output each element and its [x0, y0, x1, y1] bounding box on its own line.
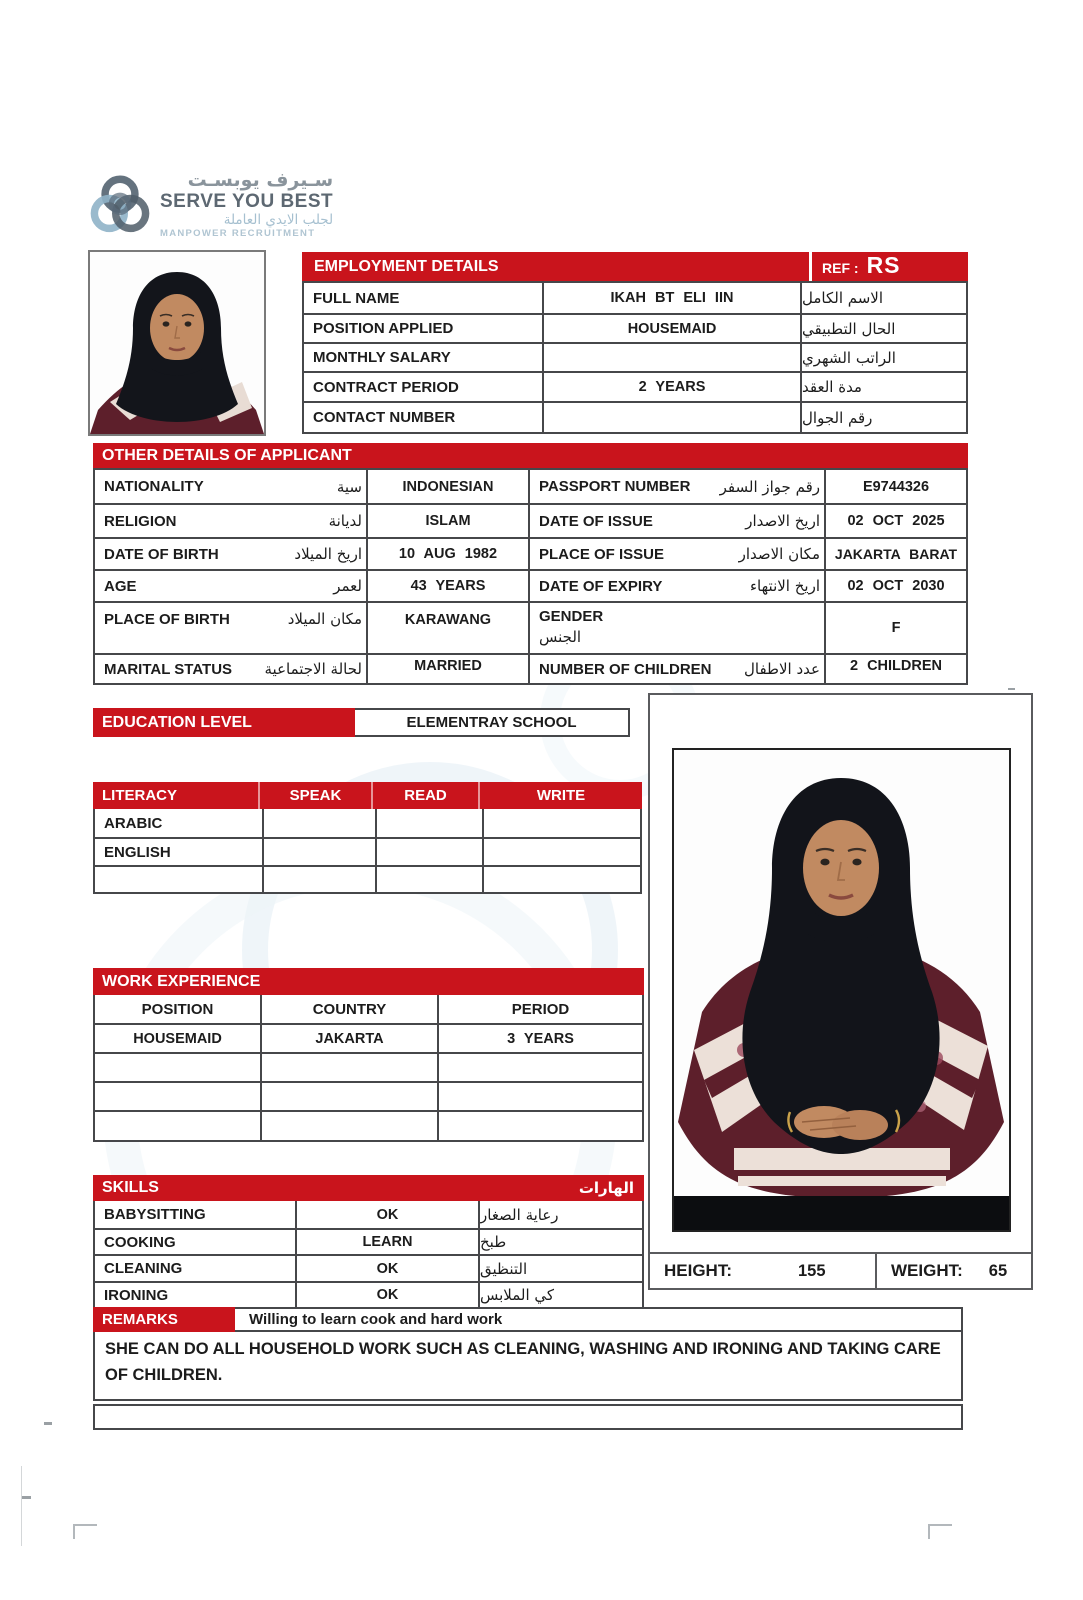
field-label-arabic: سية [336, 477, 362, 496]
field-label-arabic: اريخ الاصدار [745, 512, 820, 530]
literacy-cell [482, 809, 640, 837]
applicant-portrait-large [674, 750, 1009, 1230]
experience-country [260, 1083, 437, 1110]
literacy-cell [262, 809, 375, 837]
language-label: ARABIC [104, 814, 163, 832]
skills-title: SKILLS [102, 1179, 159, 1196]
table-row [530, 569, 966, 601]
field-value: 2 CHILDREN [824, 655, 966, 683]
education-level-section [93, 708, 630, 737]
remarks-title: REMARKS [93, 1307, 235, 1332]
skills-title-arabic: الهارات [578, 1179, 634, 1197]
applicant-portrait-small [90, 252, 264, 434]
remarks-summary: Willing to learn cook and hard work [235, 1307, 963, 1332]
field-label: PLACE OF BIRTH [104, 610, 230, 628]
field-label: AGE [104, 577, 137, 595]
scan-corner-mark [928, 1524, 952, 1539]
column-header: LITERACY [93, 782, 260, 809]
field-label: PASSPORT NUMBER [539, 478, 691, 495]
literacy-cell [262, 867, 375, 892]
column-header: READ [373, 782, 480, 809]
skill-label: CLEANING [104, 1260, 183, 1277]
column-header: PERIOD [437, 995, 642, 1023]
table-row [530, 537, 966, 569]
other-details-left-table [93, 468, 530, 685]
language-label: ENGLISH [104, 843, 171, 861]
skill-label-arabic: طبخ [478, 1230, 642, 1254]
field-label-arabic: رقم جواز السفر [719, 477, 820, 496]
employment-details-table [302, 281, 968, 434]
table-row [530, 601, 966, 653]
field-label-arabic: اريخ الانتهاء [750, 577, 820, 595]
experience-position [95, 1054, 260, 1081]
table-row [95, 1052, 642, 1081]
skill-value: OK [295, 1201, 478, 1228]
logo-arabic-name: سـيرف يوبسـت [187, 169, 334, 191]
field-label: FULL NAME [313, 289, 400, 307]
table-row [95, 837, 640, 865]
field-label-arabic: لحالة الاجتماعية [264, 660, 362, 678]
field-label: CONTRACT PERIOD [313, 378, 459, 396]
employment-details-title: EMPLOYMENT DETAILS [302, 252, 809, 281]
field-label: DATE OF ISSUE [539, 512, 653, 530]
field-value: INDONESIAN [366, 470, 528, 503]
field-value: 43 YEARS [366, 571, 528, 601]
table-row [95, 809, 640, 837]
skill-label-arabic: كي الملابس [478, 1283, 642, 1307]
table-row [95, 1110, 642, 1140]
work-experience-table [93, 995, 644, 1142]
education-level-value: ELEMENTRAY SCHOOL [355, 708, 630, 737]
skill-label: IRONING [104, 1286, 169, 1304]
table-row [95, 1023, 642, 1052]
work-experience-section [93, 968, 644, 1142]
weight-label: WEIGHT: [891, 1261, 963, 1280]
field-label-arabic: لديانة [328, 512, 362, 530]
field-label: MONTHLY SALARY [313, 349, 451, 366]
height-cell [650, 1254, 875, 1288]
scan-artifact-line [21, 1466, 22, 1546]
education-level-label: EDUCATION LEVEL [93, 708, 355, 737]
field-value: MARRIED [366, 655, 528, 683]
scan-artifact-dash [1008, 688, 1015, 690]
skills-section [93, 1175, 644, 1309]
skill-label: BABYSITTING [104, 1206, 206, 1223]
table-row [304, 283, 966, 313]
scan-corner-mark [73, 1524, 97, 1539]
field-label-arabic: مدة العقد [800, 373, 966, 401]
table-row [530, 470, 966, 503]
field-label: CONTACT NUMBER [313, 409, 456, 426]
other-details-right-table [530, 468, 968, 685]
field-value: HOUSEMAID [542, 315, 800, 342]
experience-country [260, 1054, 437, 1081]
experience-period [437, 1054, 642, 1081]
table-row [95, 1254, 642, 1281]
table-row [304, 342, 966, 371]
literacy-cell [375, 867, 482, 892]
field-value [542, 403, 800, 432]
literacy-table [93, 809, 642, 894]
employment-details-section [302, 252, 968, 434]
skill-value: LEARN [295, 1230, 478, 1254]
field-value: 10 AUG 1982 [366, 539, 528, 569]
field-value: E9744326 [824, 470, 966, 503]
field-label-arabic: الاسم الكامل [800, 283, 966, 313]
scan-artifact-dash [22, 1496, 31, 1499]
literacy-cell [482, 839, 640, 865]
field-label-arabic: الحال التطبيقي [800, 315, 966, 342]
weight-value: 65 [988, 1261, 1008, 1280]
other-details-title: OTHER DETAILS OF APPLICANT [93, 443, 968, 468]
table-row [304, 371, 966, 401]
other-details-section [93, 443, 968, 685]
table-row [95, 569, 528, 601]
field-label-arabic: مكان الميلاد [287, 610, 362, 628]
field-value: 02 OCT 2030 [824, 571, 966, 601]
applicant-full-photo [672, 748, 1011, 1232]
measurements-row [650, 1252, 1031, 1288]
experience-country: JAKARTA [260, 1025, 437, 1052]
employment-details-header [302, 252, 968, 281]
table-row [530, 503, 966, 537]
field-value: 02 OCT 2025 [824, 505, 966, 537]
field-label: DATE OF EXPIRY [539, 577, 663, 595]
field-label: POSITION APPLIED [313, 320, 454, 337]
company-logo [88, 170, 388, 244]
field-label: MARITAL STATUS [104, 660, 233, 678]
scan-artifact-dash [44, 1422, 52, 1425]
table-row [95, 653, 528, 683]
height-label: HEIGHT: [664, 1261, 732, 1280]
field-value: 2 YEARS [542, 373, 800, 401]
literacy-cell [375, 839, 482, 865]
field-label: DATE OF BIRTH [104, 545, 219, 563]
field-label-arabic: الراتب الشهري [800, 344, 966, 371]
height-value: 155 [798, 1261, 826, 1280]
literacy-cell [482, 867, 640, 892]
logo-name: SERVE YOU BEST [160, 191, 334, 213]
remarks-empty-row [93, 1404, 963, 1430]
skills-table [93, 1201, 644, 1309]
applicant-photo-panel [648, 693, 1033, 1290]
table-header-row [95, 995, 642, 1023]
experience-position [95, 1112, 260, 1140]
field-label: NUMBER OF CHILDREN [539, 660, 712, 678]
field-value: IKAH BT ELI IIN [542, 283, 800, 313]
field-label-arabic: عدد الاطفال [744, 660, 820, 678]
table-row [95, 1281, 642, 1307]
field-value: ISLAM [366, 505, 528, 537]
experience-period [437, 1112, 642, 1140]
field-label: NATIONALITY [104, 478, 204, 495]
field-value: JAKARTA BARAT [824, 539, 966, 569]
literacy-cell [375, 809, 482, 837]
ref-value: RS [866, 252, 901, 278]
field-label: PLACE OF ISSUE [539, 545, 665, 563]
remarks-section [93, 1307, 963, 1430]
table-row [95, 1228, 642, 1254]
column-header: SPEAK [260, 782, 373, 809]
skill-value: OK [295, 1256, 478, 1281]
skills-header [93, 1175, 644, 1201]
table-row [304, 313, 966, 342]
logo-knot-icon [88, 170, 152, 244]
skill-label-arabic: التنظيق [478, 1256, 642, 1281]
table-row [95, 470, 528, 503]
field-label: RELIGION [104, 512, 177, 530]
table-row [95, 1201, 642, 1228]
work-experience-title: WORK EXPERIENCE [93, 968, 644, 995]
weight-cell [875, 1254, 1031, 1288]
experience-country [260, 1112, 437, 1140]
field-label-arabic: لعمر [333, 577, 362, 595]
skill-label-arabic: رعاية الصغار [478, 1201, 642, 1228]
logo-arabic-subtitle: لجلب الايدي العاملة [223, 211, 334, 228]
experience-position: HOUSEMAID [133, 1030, 222, 1047]
column-header: COUNTRY [260, 995, 437, 1023]
table-row [95, 537, 528, 569]
experience-period: 3 YEARS [437, 1025, 642, 1052]
literacy-header-row [93, 782, 642, 809]
literacy-cell [262, 839, 375, 865]
skill-value: OK [295, 1283, 478, 1307]
table-row [95, 503, 528, 537]
table-row [95, 1081, 642, 1110]
literacy-section [93, 782, 642, 894]
experience-period [437, 1083, 642, 1110]
field-value: F [824, 603, 966, 653]
skill-label: COOKING [104, 1233, 176, 1251]
table-row [304, 401, 966, 432]
field-label: GENDER [539, 608, 604, 625]
remarks-body: SHE CAN DO ALL HOUSEHOLD WORK SUCH AS CLEANING, WASHING AND IRONING AND TAKING CARE OF CHILDREN. [93, 1332, 963, 1401]
column-header: POSITION [141, 1000, 214, 1018]
logo-tagline: MANPOWER RECRUITMENT [160, 227, 316, 239]
applicant-passport-photo [88, 250, 266, 436]
column-header: WRITE [536, 787, 586, 804]
field-label-arabic: رقم الجوال [800, 403, 966, 432]
field-label-arabic: اريخ الميلاد [294, 545, 362, 563]
field-value [542, 344, 800, 371]
experience-position [95, 1083, 260, 1110]
field-value: KARAWANG [366, 603, 528, 653]
field-label-arabic: مكان الاصدار [738, 545, 820, 563]
table-row [95, 601, 528, 653]
table-row [530, 653, 966, 683]
table-row [95, 865, 640, 892]
ref-label: REF : [822, 260, 859, 276]
language-label [95, 867, 262, 892]
field-label-arabic: الجنس [539, 628, 582, 647]
